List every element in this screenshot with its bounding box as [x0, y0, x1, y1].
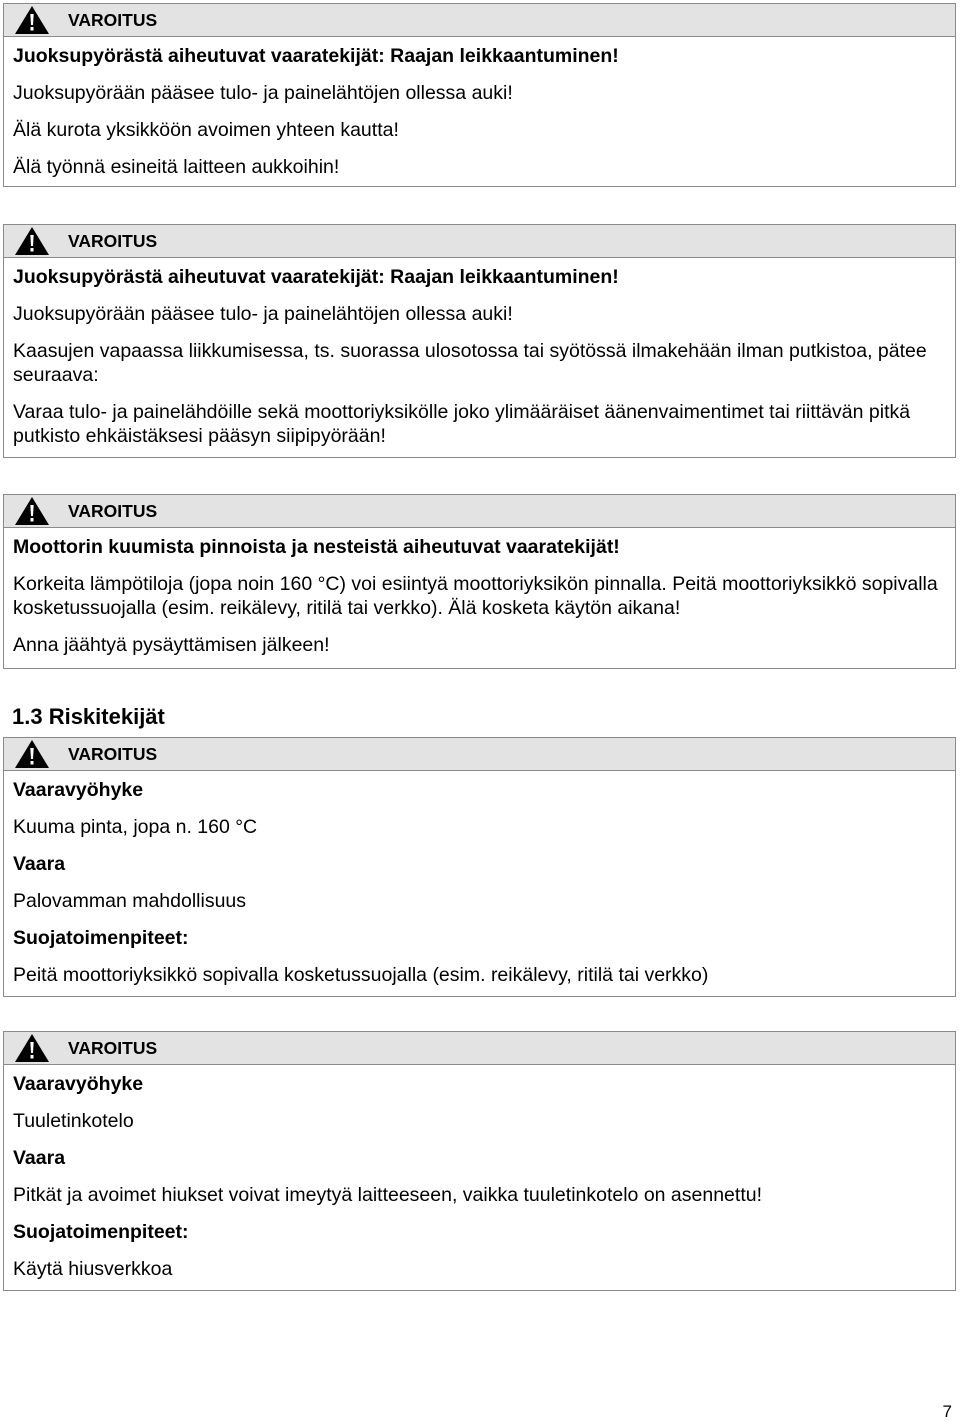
- zone-value: Tuuletinkotelo: [13, 1110, 134, 1132]
- warning-label: VAROITUS: [68, 744, 158, 764]
- risk-box-2: [3, 1031, 956, 1291]
- measures-value: Peitä moottoriyksikkö sopivalla kosketussuojalla (esim. reikälevy, ritilä tai verkko): [13, 964, 709, 986]
- measures-value: Käytä hiusverkkoa: [13, 1258, 173, 1280]
- warning-label: VAROITUS: [68, 1038, 158, 1058]
- warning-box-1: [3, 3, 956, 187]
- warning-triangle-icon: [14, 739, 50, 769]
- warning-header: [4, 4, 955, 37]
- measures-label: Suojatoimenpiteet:: [13, 927, 189, 949]
- warning-box-2: [3, 224, 956, 458]
- warning-header: [4, 1032, 955, 1065]
- zone-label: Vaaravyöhyke: [13, 1073, 144, 1095]
- warning-triangle-icon: [14, 1033, 50, 1063]
- warning-box-3: [3, 494, 956, 669]
- warning-text: Kaasujen vapaassa liikkumisessa, ts. suorassa ulosotossa tai syötössä ilmakehään ilman putkistoa, pätee seuraava:: [13, 340, 927, 386]
- warning-text: Varaa tulo- ja painelähdöille sekä moottoriyksikölle joko ylimääräiset äänenvaimentimet tai riittävän pitkä putkisto ehkäistäksesi pääsyn siipipyörään!: [13, 401, 911, 447]
- warning-triangle-icon: [14, 226, 50, 256]
- warning-text: Anna jäähtyä pysäyttämisen jälkeen!: [13, 634, 330, 656]
- warning-text: Älä työnnä esineitä laitteen aukkoihin!: [13, 156, 340, 178]
- warning-text: Korkeita lämpötiloja (jopa noin 160 °C) voi esiintyä moottoriyksikön pinnalla. Peitä moottoriyksikkö sopivalla kosketussuojalla (esim. reikälevy, ritilä tai verkko). Älä kosketa käytön aikana!: [13, 573, 938, 619]
- warning-text: Älä kurota yksikköön avoimen yhteen kautta!: [13, 119, 399, 141]
- page-number: 7: [942, 1402, 952, 1421]
- warning-triangle-icon: [14, 5, 50, 35]
- zone-value: Kuuma pinta, jopa n. 160 °C: [13, 816, 258, 838]
- danger-value: Pitkät ja avoimet hiukset voivat imeytyä laitteeseen, vaikka tuuletinkotelo on asennettu!: [13, 1184, 762, 1206]
- warning-text: Juoksupyörään pääsee tulo- ja painelähtöjen ollessa auki!: [13, 82, 513, 104]
- warning-title: Juoksupyörästä aiheutuvat vaaratekijät: Raajan leikkaantuminen!: [13, 266, 619, 288]
- warning-label: VAROITUS: [68, 231, 158, 251]
- warning-label: VAROITUS: [68, 501, 158, 521]
- zone-label: Vaaravyöhyke: [13, 779, 144, 801]
- risk-box-1: [3, 737, 956, 997]
- section-title: 1.3 Riskitekijät: [12, 704, 165, 729]
- warning-title: Juoksupyörästä aiheutuvat vaaratekijät: Raajan leikkaantuminen!: [13, 45, 619, 67]
- warning-header: [4, 495, 955, 528]
- danger-value: Palovamman mahdollisuus: [13, 890, 247, 912]
- measures-label: Suojatoimenpiteet:: [13, 1221, 189, 1243]
- danger-label: Vaara: [13, 1147, 66, 1169]
- warning-header: [4, 225, 955, 258]
- warning-text: Juoksupyörään pääsee tulo- ja painelähtöjen ollessa auki!: [13, 303, 513, 325]
- danger-label: Vaara: [13, 853, 66, 875]
- warning-header: [4, 738, 955, 771]
- warning-triangle-icon: [14, 496, 50, 526]
- warning-title: Moottorin kuumista pinnoista ja nesteistä aiheutuvat vaaratekijät!: [13, 536, 620, 558]
- warning-label: VAROITUS: [68, 10, 158, 30]
